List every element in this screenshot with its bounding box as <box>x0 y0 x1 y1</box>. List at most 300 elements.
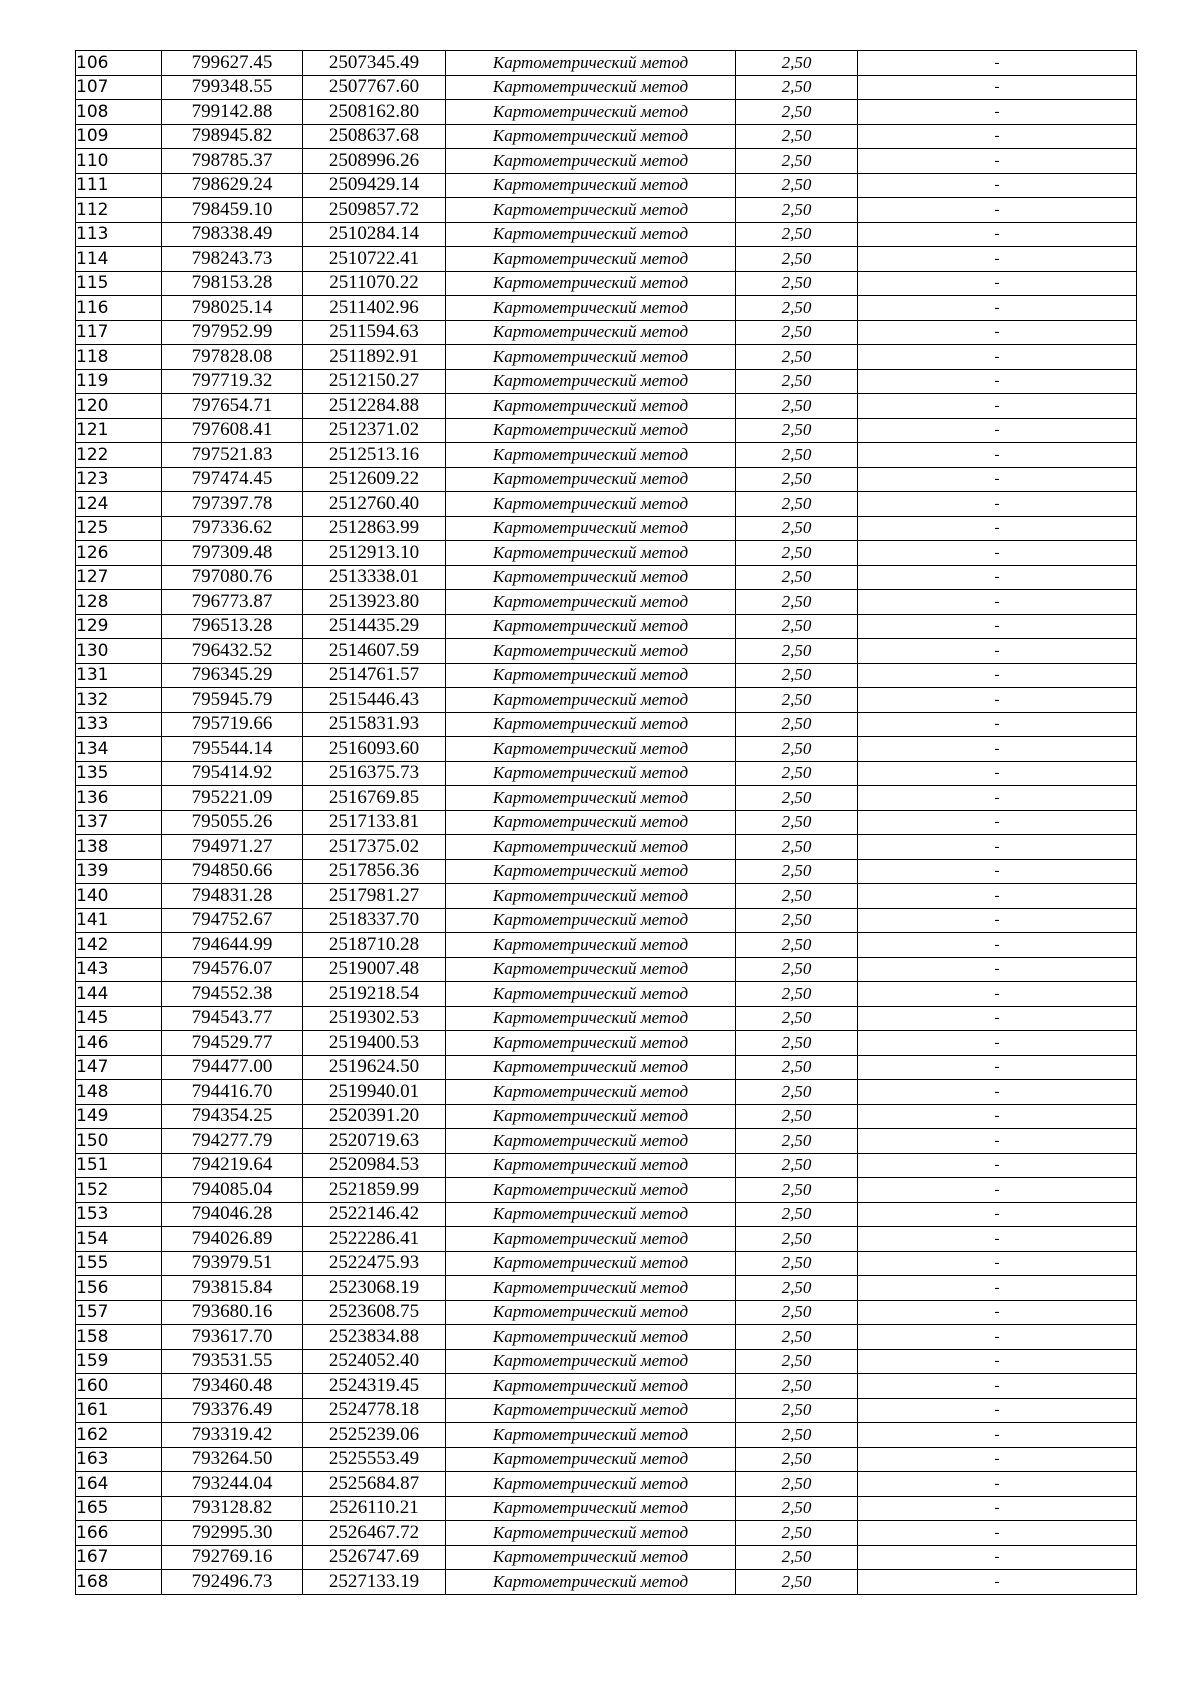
note-cell: - <box>858 443 1137 468</box>
table-row <box>76 75 1137 100</box>
x-coordinate-cell: 795221.09 <box>162 786 303 811</box>
method-cell: Картометрический метод <box>446 614 736 639</box>
method-cell: Картометрический метод <box>446 639 736 664</box>
note-cell: - <box>858 247 1137 272</box>
x-coordinate-cell: 794850.66 <box>162 859 303 884</box>
y-coordinate-cell: 2520984.53 <box>303 1153 446 1178</box>
table-row <box>76 1055 1137 1080</box>
method-cell: Картометрический метод <box>446 1545 736 1570</box>
accuracy-cell: 2,50 <box>736 320 858 345</box>
point-number-cell: 125 <box>76 516 162 541</box>
note-cell: - <box>858 859 1137 884</box>
method-cell: Картометрический метод <box>446 124 736 149</box>
x-coordinate-cell: 793128.82 <box>162 1496 303 1521</box>
table-row <box>76 418 1137 443</box>
y-coordinate-cell: 2517133.81 <box>303 810 446 835</box>
method-cell: Картометрический метод <box>446 467 736 492</box>
table-row <box>76 933 1137 958</box>
accuracy-cell: 2,50 <box>736 1276 858 1301</box>
note-cell: - <box>858 688 1137 713</box>
x-coordinate-cell: 799627.45 <box>162 51 303 76</box>
note-cell: - <box>858 198 1137 223</box>
accuracy-cell: 2,50 <box>736 296 858 321</box>
point-number-cell: 164 <box>76 1472 162 1497</box>
y-coordinate-cell: 2524052.40 <box>303 1349 446 1374</box>
y-coordinate-cell: 2518337.70 <box>303 908 446 933</box>
method-cell: Картометрический метод <box>446 247 736 272</box>
point-number-cell: 116 <box>76 296 162 321</box>
x-coordinate-cell: 795414.92 <box>162 761 303 786</box>
x-coordinate-cell: 794576.07 <box>162 957 303 982</box>
point-number-cell: 138 <box>76 835 162 860</box>
point-number-cell: 112 <box>76 198 162 223</box>
table-row <box>76 1227 1137 1252</box>
y-coordinate-cell: 2516769.85 <box>303 786 446 811</box>
x-coordinate-cell: 797474.45 <box>162 467 303 492</box>
accuracy-cell: 2,50 <box>736 1521 858 1546</box>
point-number-cell: 126 <box>76 541 162 566</box>
method-cell: Картометрический метод <box>446 1472 736 1497</box>
method-cell: Картометрический метод <box>446 173 736 198</box>
note-cell: - <box>858 1447 1137 1472</box>
method-cell: Картометрический метод <box>446 982 736 1007</box>
y-coordinate-cell: 2514607.59 <box>303 639 446 664</box>
x-coordinate-cell: 798945.82 <box>162 124 303 149</box>
point-number-cell: 168 <box>76 1570 162 1595</box>
method-cell: Картометрический метод <box>446 1349 736 1374</box>
x-coordinate-cell: 794477.00 <box>162 1055 303 1080</box>
x-coordinate-cell: 796513.28 <box>162 614 303 639</box>
point-number-cell: 120 <box>76 394 162 419</box>
method-cell: Картометрический метод <box>446 1129 736 1154</box>
note-cell: - <box>858 761 1137 786</box>
method-cell: Картометрический метод <box>446 1031 736 1056</box>
note-cell: - <box>858 1251 1137 1276</box>
accuracy-cell: 2,50 <box>736 712 858 737</box>
accuracy-cell: 2,50 <box>736 394 858 419</box>
accuracy-cell: 2,50 <box>736 516 858 541</box>
point-number-cell: 119 <box>76 369 162 394</box>
y-coordinate-cell: 2511070.22 <box>303 271 446 296</box>
x-coordinate-cell: 797952.99 <box>162 320 303 345</box>
point-number-cell: 131 <box>76 663 162 688</box>
y-coordinate-cell: 2519007.48 <box>303 957 446 982</box>
table-row <box>76 1423 1137 1448</box>
point-number-cell: 111 <box>76 173 162 198</box>
method-cell: Картометрический метод <box>446 271 736 296</box>
point-number-cell: 160 <box>76 1374 162 1399</box>
table-row <box>76 100 1137 125</box>
accuracy-cell: 2,50 <box>736 614 858 639</box>
x-coordinate-cell: 793244.04 <box>162 1472 303 1497</box>
x-coordinate-cell: 794543.77 <box>162 1006 303 1031</box>
x-coordinate-cell: 796432.52 <box>162 639 303 664</box>
accuracy-cell: 2,50 <box>736 884 858 909</box>
y-coordinate-cell: 2517856.36 <box>303 859 446 884</box>
note-cell: - <box>858 296 1137 321</box>
x-coordinate-cell: 792769.16 <box>162 1545 303 1570</box>
x-coordinate-cell: 794085.04 <box>162 1178 303 1203</box>
accuracy-cell: 2,50 <box>736 1300 858 1325</box>
table-row <box>76 957 1137 982</box>
table-row <box>76 222 1137 247</box>
y-coordinate-cell: 2512863.99 <box>303 516 446 541</box>
note-cell: - <box>858 1472 1137 1497</box>
y-coordinate-cell: 2524778.18 <box>303 1398 446 1423</box>
x-coordinate-cell: 797309.48 <box>162 541 303 566</box>
note-cell: - <box>858 1202 1137 1227</box>
note-cell: - <box>858 663 1137 688</box>
point-number-cell: 167 <box>76 1545 162 1570</box>
x-coordinate-cell: 794971.27 <box>162 835 303 860</box>
accuracy-cell: 2,50 <box>736 1104 858 1129</box>
accuracy-cell: 2,50 <box>736 100 858 125</box>
method-cell: Картометрический метод <box>446 810 736 835</box>
point-number-cell: 145 <box>76 1006 162 1031</box>
x-coordinate-cell: 793680.16 <box>162 1300 303 1325</box>
y-coordinate-cell: 2508996.26 <box>303 149 446 174</box>
y-coordinate-cell: 2526110.21 <box>303 1496 446 1521</box>
y-coordinate-cell: 2523068.19 <box>303 1276 446 1301</box>
note-cell: - <box>858 712 1137 737</box>
point-number-cell: 154 <box>76 1227 162 1252</box>
x-coordinate-cell: 794277.79 <box>162 1129 303 1154</box>
method-cell: Картометрический метод <box>446 712 736 737</box>
note-cell: - <box>858 737 1137 762</box>
point-number-cell: 109 <box>76 124 162 149</box>
y-coordinate-cell: 2513338.01 <box>303 565 446 590</box>
x-coordinate-cell: 798025.14 <box>162 296 303 321</box>
table-row <box>76 467 1137 492</box>
accuracy-cell: 2,50 <box>736 149 858 174</box>
point-number-cell: 134 <box>76 737 162 762</box>
note-cell: - <box>858 124 1137 149</box>
accuracy-cell: 2,50 <box>736 1374 858 1399</box>
method-cell: Картометрический метод <box>446 1276 736 1301</box>
note-cell: - <box>858 639 1137 664</box>
table-row <box>76 1129 1137 1154</box>
table-row <box>76 1153 1137 1178</box>
y-coordinate-cell: 2522286.41 <box>303 1227 446 1252</box>
point-number-cell: 110 <box>76 149 162 174</box>
method-cell: Картометрический метод <box>446 1447 736 1472</box>
x-coordinate-cell: 794354.25 <box>162 1104 303 1129</box>
note-cell: - <box>858 1031 1137 1056</box>
accuracy-cell: 2,50 <box>736 1325 858 1350</box>
note-cell: - <box>858 614 1137 639</box>
note-cell: - <box>858 516 1137 541</box>
y-coordinate-cell: 2514761.57 <box>303 663 446 688</box>
method-cell: Картометрический метод <box>446 1202 736 1227</box>
point-number-cell: 151 <box>76 1153 162 1178</box>
method-cell: Картометрический метод <box>446 149 736 174</box>
table-row <box>76 1521 1137 1546</box>
table-row <box>76 663 1137 688</box>
method-cell: Картометрический метод <box>446 1251 736 1276</box>
table-row <box>76 982 1137 1007</box>
x-coordinate-cell: 795544.14 <box>162 737 303 762</box>
point-number-cell: 165 <box>76 1496 162 1521</box>
y-coordinate-cell: 2517981.27 <box>303 884 446 909</box>
point-number-cell: 108 <box>76 100 162 125</box>
coordinates-table-body <box>76 51 1137 1595</box>
x-coordinate-cell: 793979.51 <box>162 1251 303 1276</box>
note-cell: - <box>858 1349 1137 1374</box>
x-coordinate-cell: 797397.78 <box>162 492 303 517</box>
table-row <box>76 1325 1137 1350</box>
table-row <box>76 1251 1137 1276</box>
x-coordinate-cell: 797719.32 <box>162 369 303 394</box>
x-coordinate-cell: 797080.76 <box>162 565 303 590</box>
x-coordinate-cell: 792995.30 <box>162 1521 303 1546</box>
note-cell: - <box>858 271 1137 296</box>
y-coordinate-cell: 2517375.02 <box>303 835 446 860</box>
table-row <box>76 345 1137 370</box>
method-cell: Картометрический метод <box>446 296 736 321</box>
point-number-cell: 158 <box>76 1325 162 1350</box>
y-coordinate-cell: 2512913.10 <box>303 541 446 566</box>
point-number-cell: 152 <box>76 1178 162 1203</box>
method-cell: Картометрический метод <box>446 884 736 909</box>
point-number-cell: 113 <box>76 222 162 247</box>
table-row <box>76 1104 1137 1129</box>
note-cell: - <box>858 908 1137 933</box>
table-row <box>76 516 1137 541</box>
accuracy-cell: 2,50 <box>736 1129 858 1154</box>
note-cell: - <box>858 75 1137 100</box>
x-coordinate-cell: 798243.73 <box>162 247 303 272</box>
x-coordinate-cell: 795945.79 <box>162 688 303 713</box>
point-number-cell: 150 <box>76 1129 162 1154</box>
method-cell: Картометрический метод <box>446 100 736 125</box>
method-cell: Картометрический метод <box>446 1227 736 1252</box>
accuracy-cell: 2,50 <box>736 1227 858 1252</box>
table-row <box>76 590 1137 615</box>
accuracy-cell: 2,50 <box>736 418 858 443</box>
accuracy-cell: 2,50 <box>736 1496 858 1521</box>
table-row <box>76 810 1137 835</box>
method-cell: Картометрический метод <box>446 394 736 419</box>
table-row <box>76 1447 1137 1472</box>
note-cell: - <box>858 1570 1137 1595</box>
y-coordinate-cell: 2508637.68 <box>303 124 446 149</box>
x-coordinate-cell: 793264.50 <box>162 1447 303 1472</box>
point-number-cell: 129 <box>76 614 162 639</box>
y-coordinate-cell: 2519400.53 <box>303 1031 446 1056</box>
y-coordinate-cell: 2511402.96 <box>303 296 446 321</box>
table-row <box>76 884 1137 909</box>
point-number-cell: 122 <box>76 443 162 468</box>
method-cell: Картометрический метод <box>446 688 736 713</box>
note-cell: - <box>858 173 1137 198</box>
x-coordinate-cell: 799142.88 <box>162 100 303 125</box>
accuracy-cell: 2,50 <box>736 1006 858 1031</box>
accuracy-cell: 2,50 <box>736 1031 858 1056</box>
table-row <box>76 1276 1137 1301</box>
accuracy-cell: 2,50 <box>736 1153 858 1178</box>
note-cell: - <box>858 149 1137 174</box>
accuracy-cell: 2,50 <box>736 688 858 713</box>
x-coordinate-cell: 794529.77 <box>162 1031 303 1056</box>
note-cell: - <box>858 1521 1137 1546</box>
point-number-cell: 135 <box>76 761 162 786</box>
x-coordinate-cell: 798153.28 <box>162 271 303 296</box>
x-coordinate-cell: 794552.38 <box>162 982 303 1007</box>
note-cell: - <box>858 1006 1137 1031</box>
note-cell: - <box>858 345 1137 370</box>
y-coordinate-cell: 2512760.40 <box>303 492 446 517</box>
y-coordinate-cell: 2520719.63 <box>303 1129 446 1154</box>
accuracy-cell: 2,50 <box>736 1080 858 1105</box>
point-number-cell: 143 <box>76 957 162 982</box>
table-row <box>76 1398 1137 1423</box>
x-coordinate-cell: 793815.84 <box>162 1276 303 1301</box>
table-row <box>76 614 1137 639</box>
y-coordinate-cell: 2519940.01 <box>303 1080 446 1105</box>
table-row <box>76 124 1137 149</box>
table-row <box>76 1374 1137 1399</box>
table-row <box>76 198 1137 223</box>
method-cell: Картометрический метод <box>446 541 736 566</box>
x-coordinate-cell: 797828.08 <box>162 345 303 370</box>
accuracy-cell: 2,50 <box>736 761 858 786</box>
table-row <box>76 1006 1137 1031</box>
y-coordinate-cell: 2527133.19 <box>303 1570 446 1595</box>
method-cell: Картометрический метод <box>446 1300 736 1325</box>
x-coordinate-cell: 794046.28 <box>162 1202 303 1227</box>
note-cell: - <box>858 1276 1137 1301</box>
accuracy-cell: 2,50 <box>736 639 858 664</box>
x-coordinate-cell: 798459.10 <box>162 198 303 223</box>
accuracy-cell: 2,50 <box>736 810 858 835</box>
method-cell: Картометрический метод <box>446 222 736 247</box>
note-cell: - <box>858 1129 1137 1154</box>
point-number-cell: 156 <box>76 1276 162 1301</box>
y-coordinate-cell: 2525684.87 <box>303 1472 446 1497</box>
point-number-cell: 140 <box>76 884 162 909</box>
method-cell: Картометрический метод <box>446 345 736 370</box>
y-coordinate-cell: 2525553.49 <box>303 1447 446 1472</box>
accuracy-cell: 2,50 <box>736 1055 858 1080</box>
y-coordinate-cell: 2521859.99 <box>303 1178 446 1203</box>
table-row <box>76 296 1137 321</box>
method-cell: Картометрический метод <box>446 565 736 590</box>
method-cell: Картометрический метод <box>446 1325 736 1350</box>
accuracy-cell: 2,50 <box>736 75 858 100</box>
point-number-cell: 115 <box>76 271 162 296</box>
method-cell: Картометрический метод <box>446 663 736 688</box>
method-cell: Картометрический метод <box>446 590 736 615</box>
note-cell: - <box>858 1178 1137 1203</box>
accuracy-cell: 2,50 <box>736 1423 858 1448</box>
accuracy-cell: 2,50 <box>736 1472 858 1497</box>
note-cell: - <box>858 467 1137 492</box>
accuracy-cell: 2,50 <box>736 957 858 982</box>
point-number-cell: 137 <box>76 810 162 835</box>
table-row <box>76 859 1137 884</box>
y-coordinate-cell: 2519624.50 <box>303 1055 446 1080</box>
y-coordinate-cell: 2526467.72 <box>303 1521 446 1546</box>
accuracy-cell: 2,50 <box>736 173 858 198</box>
table-row <box>76 761 1137 786</box>
method-cell: Картометрический метод <box>446 1496 736 1521</box>
table-row <box>76 492 1137 517</box>
method-cell: Картометрический метод <box>446 418 736 443</box>
point-number-cell: 153 <box>76 1202 162 1227</box>
point-number-cell: 118 <box>76 345 162 370</box>
y-coordinate-cell: 2516093.60 <box>303 737 446 762</box>
accuracy-cell: 2,50 <box>736 737 858 762</box>
point-number-cell: 117 <box>76 320 162 345</box>
accuracy-cell: 2,50 <box>736 1570 858 1595</box>
x-coordinate-cell: 794831.28 <box>162 884 303 909</box>
method-cell: Картометрический метод <box>446 933 736 958</box>
y-coordinate-cell: 2510284.14 <box>303 222 446 247</box>
y-coordinate-cell: 2511594.63 <box>303 320 446 345</box>
point-number-cell: 155 <box>76 1251 162 1276</box>
accuracy-cell: 2,50 <box>736 541 858 566</box>
x-coordinate-cell: 793376.49 <box>162 1398 303 1423</box>
accuracy-cell: 2,50 <box>736 908 858 933</box>
point-number-cell: 121 <box>76 418 162 443</box>
method-cell: Картометрический метод <box>446 737 736 762</box>
table-row <box>76 394 1137 419</box>
note-cell: - <box>858 565 1137 590</box>
y-coordinate-cell: 2512609.22 <box>303 467 446 492</box>
y-coordinate-cell: 2524319.45 <box>303 1374 446 1399</box>
note-cell: - <box>858 1545 1137 1570</box>
method-cell: Картометрический метод <box>446 1006 736 1031</box>
x-coordinate-cell: 797336.62 <box>162 516 303 541</box>
x-coordinate-cell: 794026.89 <box>162 1227 303 1252</box>
table-row <box>76 1178 1137 1203</box>
accuracy-cell: 2,50 <box>736 369 858 394</box>
note-cell: - <box>858 884 1137 909</box>
y-coordinate-cell: 2514435.29 <box>303 614 446 639</box>
x-coordinate-cell: 794219.64 <box>162 1153 303 1178</box>
y-coordinate-cell: 2525239.06 <box>303 1423 446 1448</box>
note-cell: - <box>858 590 1137 615</box>
note-cell: - <box>858 933 1137 958</box>
method-cell: Картометрический метод <box>446 1104 736 1129</box>
method-cell: Картометрический метод <box>446 369 736 394</box>
point-number-cell: 141 <box>76 908 162 933</box>
accuracy-cell: 2,50 <box>736 51 858 76</box>
table-row <box>76 51 1137 76</box>
method-cell: Картометрический метод <box>446 957 736 982</box>
point-number-cell: 133 <box>76 712 162 737</box>
method-cell: Картометрический метод <box>446 859 736 884</box>
y-coordinate-cell: 2522146.42 <box>303 1202 446 1227</box>
accuracy-cell: 2,50 <box>736 247 858 272</box>
method-cell: Картометрический метод <box>446 1521 736 1546</box>
method-cell: Картометрический метод <box>446 1055 736 1080</box>
accuracy-cell: 2,50 <box>736 1447 858 1472</box>
y-coordinate-cell: 2515446.43 <box>303 688 446 713</box>
method-cell: Картометрический метод <box>446 1080 736 1105</box>
note-cell: - <box>858 1153 1137 1178</box>
note-cell: - <box>858 1423 1137 1448</box>
method-cell: Картометрический метод <box>446 51 736 76</box>
method-cell: Картометрический метод <box>446 75 736 100</box>
y-coordinate-cell: 2523608.75 <box>303 1300 446 1325</box>
accuracy-cell: 2,50 <box>736 1178 858 1203</box>
table-row <box>76 688 1137 713</box>
y-coordinate-cell: 2512284.88 <box>303 394 446 419</box>
note-cell: - <box>858 835 1137 860</box>
point-number-cell: 127 <box>76 565 162 590</box>
accuracy-cell: 2,50 <box>736 124 858 149</box>
